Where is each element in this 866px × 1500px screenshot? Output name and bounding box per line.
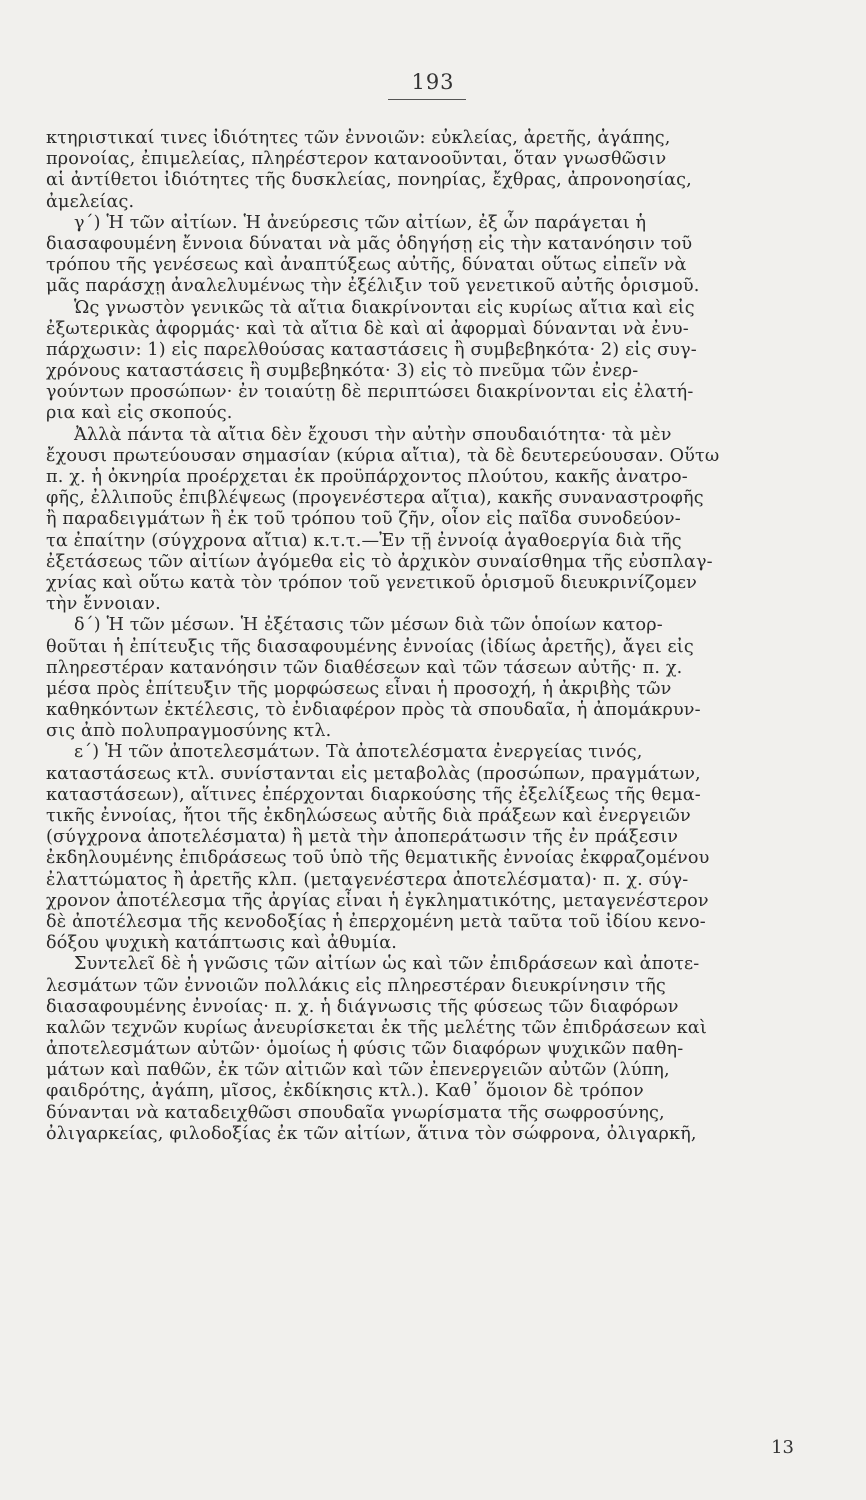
text-line: πάρχωσιν: 1) εἰς παρελθούσας καταστάσεις ἢ συμβεβηκότα· 2) εἰς συγ- bbox=[46, 339, 697, 360]
paragraph bbox=[46, 954, 794, 1145]
paragraph bbox=[46, 128, 794, 213]
text-line: χρόνους καταστάσεις ἢ συμβεβηκότα· 3) εἰς τὸ πνεῦμα τῶν ἐνερ- bbox=[46, 361, 639, 382]
text-line: καταστάσεως κτλ. συνίστανται εἰς μεταβολὰς (προσώπων, πραγμάτων, bbox=[46, 763, 701, 784]
header-rule bbox=[388, 99, 466, 100]
text-line: μέσα πρὸς ἐπίτευξιν τῆς μορφώσεως εἶναι ἡ προσοχή, ἡ ἀκριβὴς τῶν bbox=[46, 678, 672, 699]
text-line: λεσμάτων τῶν ἐννοιῶν πολλάκις εἰς πληρεστέραν διευκρίνησιν τῆς bbox=[46, 975, 666, 996]
text-line: θοῦται ἡ ἐπίτευξις τῆς διασαφουμένης ἐννοίας (ἰδίως ἀρετῆς), ἄγει εἰς bbox=[46, 636, 694, 657]
text-line: ὀλιγαρκείας, φιλοδοξίας ἐκ τῶν αἰτίων, ἅτινα τὸν σώφρονα, ὀλιγαρκῆ, bbox=[46, 1123, 697, 1144]
text-line: διασαφουμένη ἔννοια δύναται νὰ μᾶς ὁδηγήσῃ εἰς τὴν κατανόησιν τοῦ bbox=[46, 233, 693, 254]
text-line: ἀποτελεσμάτων αὐτῶν· ὁμοίως ἡ φύσις τῶν διαφόρων ψυχικῶν παθη- bbox=[46, 1039, 684, 1060]
paragraph bbox=[46, 213, 794, 298]
text-line: Ὡς γνωστὸν γενικῶς τὰ αἴτια διακρίνονται εἰς κυρίως αἴτια καὶ εἰς bbox=[74, 297, 695, 318]
text-line: ρια καὶ εἰς σκοπούς. bbox=[46, 403, 233, 424]
text-line: ἔχουσι πρωτεύουσαν σημασίαν (κύρια αἴτια), τὰ δὲ δευτερεύουσαν. Οὕτω bbox=[46, 445, 720, 466]
text-line: μᾶς παράσχῃ ἀναλελυμένως τὴν ἐξέλιξιν τοῦ γενετικοῦ αὐτῆς ὁρισμοῦ. bbox=[46, 276, 700, 297]
paragraph bbox=[46, 742, 794, 954]
text-line: δύνανται νὰ καταδειχθῶσι σπουδαῖα γνωρίσματα τῆς σωφροσύνης, bbox=[46, 1102, 665, 1123]
text-line: γ´) Ἡ τῶν αἰτίων. Ἡ ἀνεύρεσις τῶν αἰτίων, ἐξ ὧν παράγεται ἡ bbox=[74, 212, 647, 233]
text-line: αἱ ἀντίθετοι ἰδιότητες τῆς δυσκλείας, πονηρίας, ἔχθρας, ἀπρονοησίας, bbox=[46, 170, 692, 191]
text-line: δόξου ψυχικὴ κατάπτωσις καὶ ἀθυμία. bbox=[46, 933, 398, 954]
text-line: ε´) Ἡ τῶν ἀποτελεσμάτων. Τὰ ἀποτελέσματα ἐνεργείας τινός, bbox=[74, 742, 643, 763]
text-line: Ἀλλὰ πάντα τὰ αἴτια δὲν ἔχουσι τὴν αὐτὴν σπουδαιότητα· τὰ μὲν bbox=[74, 424, 672, 445]
text-line: ἢ παραδειγμάτων ἢ ἐκ τοῦ τρόπου τοῦ ζῆν, οἷον εἰς παῖδα συνοδεύον- bbox=[46, 509, 681, 530]
text-line: ἀμελείας. bbox=[46, 191, 135, 212]
text-line: σις ἀπὸ πολυπραγμοσύνης κτλ. bbox=[46, 721, 332, 742]
text-line: τὴν ἔννοιαν. bbox=[46, 594, 161, 615]
text-line: καθηκόντων ἐκτέλεσις, τὸ ἐνδιαφέρον πρὸς τὰ σπουδαῖα, ἡ ἀπομάκρυν- bbox=[46, 700, 701, 721]
text-line: φαιδρότης, ἀγάπη, μῖσος, ἐκδίκησις κτλ.). Καθ᾽ ὅμοιον δὲ τρόπον bbox=[46, 1081, 644, 1102]
text-line: δὲ ἀποτέλεσμα τῆς κενοδοξίας ἡ ἐπερχομένη μετὰ ταῦτα τοῦ ἰδίου κενο- bbox=[46, 911, 706, 932]
page-number: 193 bbox=[411, 70, 455, 94]
paragraph bbox=[46, 298, 794, 425]
paragraph bbox=[46, 615, 794, 742]
text-line: γούντων προσώπων· ἐν τοιαύτῃ δὲ περιπτώσει διακρίνονται εἰς ἐλατή- bbox=[46, 382, 694, 403]
text-line: Συντελεῖ δὲ ἡ γνῶσις τῶν αἰτίων ὡς καὶ τῶν ἐπιδράσεων καὶ ἀποτε- bbox=[74, 954, 700, 975]
text-line: κτηριστικαί τινες ἰδιότητες τῶν ἐννοιῶν: εὐκλείας, ἀρετῆς, ἀγάπης, bbox=[46, 128, 671, 148]
text-line: ἐκδηλουμένης ἐπιδράσεως τοῦ ὑπὸ τῆς θεματικῆς ἐννοίας ἐκφραζομένου bbox=[46, 848, 710, 869]
text-line: τα ἐπαίτην (σύγχρονα αἴτια) κ.τ.τ.—Ἐν τῇ ἐννοίᾳ ἀγαθοεργία διὰ τῆς bbox=[46, 530, 682, 551]
body-text bbox=[46, 128, 794, 1145]
text-line: χνίας καὶ οὕτω κατὰ τὸν τρόπον τοῦ γενετικοῦ ὁρισμοῦ διευκρινίζομεν bbox=[46, 572, 697, 593]
text-line: χρονον ἀποτέλεσμα τῆς ἀργίας εἶναι ἡ ἐγκληματικότης, μεταγενέστερον bbox=[46, 890, 709, 911]
printer-signature-mark: 13 bbox=[771, 1437, 794, 1458]
text-line: ἐξωτερικὰς ἀφορμάς· καὶ τὰ αἴτια δὲ καὶ αἱ ἀφορμαὶ δύνανται νὰ ἐνυ- bbox=[46, 318, 689, 339]
text-line: διασαφουμένης ἐννοίας· π. χ. ἡ διάγνωσις τῆς φύσεως τῶν διαφόρων bbox=[46, 996, 679, 1017]
text-line: μάτων καὶ παθῶν, ἐκ τῶν αἰτιῶν καὶ τῶν ἐπενεργειῶν αὐτῶν (λύπη, bbox=[46, 1060, 670, 1081]
text-line: τικῆς ἐννοίας, ἤτοι τῆς ἐκδηλώσεως αὐτῆς διὰ πράξεων καὶ ἐνεργειῶν bbox=[46, 806, 691, 826]
text-line: τρόπου τῆς γενέσεως καὶ ἀναπτύξεως αὐτῆς, δύναται οὕτως εἰπεῖν νὰ bbox=[46, 255, 687, 276]
text-line: ἐλαττώματος ἢ ἀρετῆς κλπ. (μεταγενέστερα ἀποτελέσματα)· π. χ. σύγ- bbox=[46, 869, 689, 890]
text-line: καταστάσεων), αἵτινες ἐπέρχονται διαρκούσης τῆς ἐξελίξεως τῆς θεμα- bbox=[46, 784, 701, 805]
text-line: φῆς, ἐλλιποῦς ἐπιβλέψεως (προγενέστερα αἴτια), κακῆς συναναστροφῆς bbox=[46, 488, 704, 509]
text-line: (σύγχρονα ἀποτελέσματα) ἢ μετὰ τὴν ἀποπεράτωσιν τῆς ἐν πράξεσιν bbox=[46, 827, 679, 848]
text-line: πληρεστέραν κατανόησιν τῶν διαθέσεων καὶ τῶν τάσεων αὐτῆς· π. χ. bbox=[46, 657, 683, 678]
text-line: προνοίας, ἐπιμελείας, πληρέστερον κατανοοῦνται, ὅταν γνωσθῶσιν bbox=[46, 149, 667, 170]
paragraph bbox=[46, 425, 794, 616]
text-line: καλῶν τεχνῶν κυρίως ἀνευρίσκεται ἐκ τῆς μελέτης τῶν ἐπιδράσεων καὶ bbox=[46, 1017, 707, 1038]
text-line: δ´) Ἡ τῶν μέσων. Ἡ ἐξέτασις τῶν μέσων διὰ τῶν ὁποίων κατορ- bbox=[74, 615, 663, 636]
text-line: π. χ. ἡ ὀκνηρία προέρχεται ἐκ προϋπάρχοντος πλούτου, κακῆς ἀνατρο- bbox=[46, 467, 688, 487]
text-line: ἐξετάσεως τῶν αἰτίων ἀγόμεθα εἰς τὸ ἀρχικὸν συναίσθημα τῆς εὐσπλαγ- bbox=[46, 551, 713, 572]
